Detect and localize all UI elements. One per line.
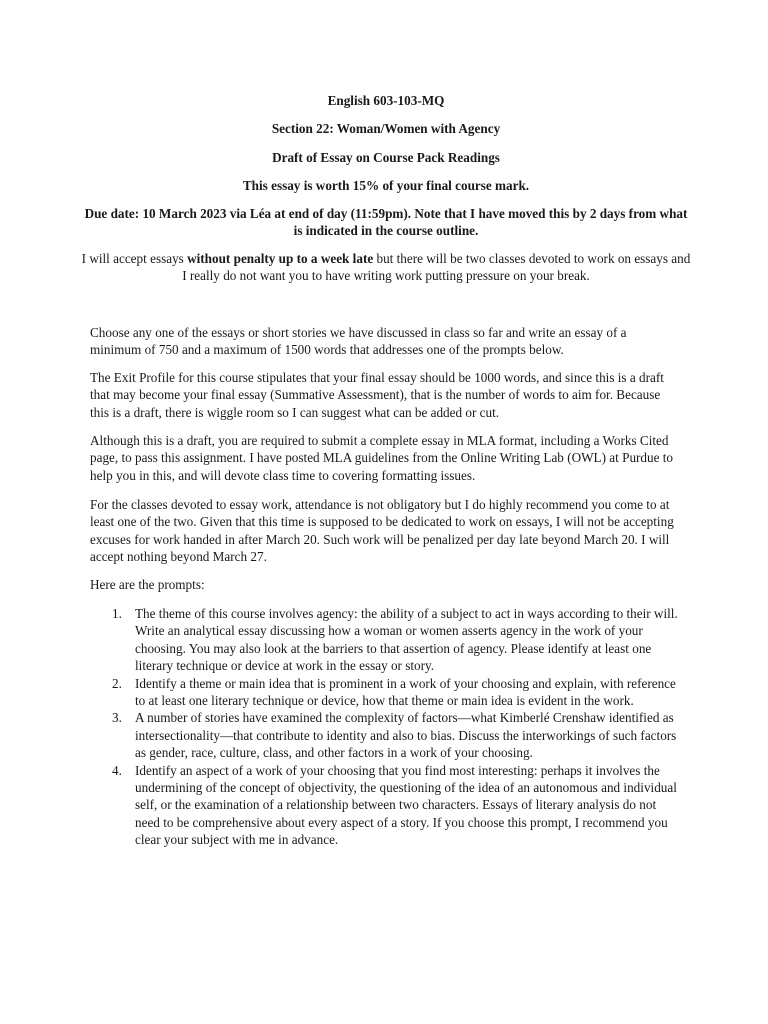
mla-format-paragraph: Although this is a draft, you are required to submit a complete essay in MLA format, including a Works Cited page, to pass this assignment. I have posted MLA guidelines from the Online Writing Lab (OWL) at Purdue to help you in this, and will devote class time to covering formatting issues. [90, 433, 674, 483]
prompt-text: A number of stories have examined the complexity of factors—what Kimberlé Crenshaw identified as intersectionality—that contribute to identity and also to bias. Discuss the interworkings of such factors as gender, race, culture, class, and other factors in a work of your choosing. [135, 710, 677, 761]
course-code: English 603-103-MQ [327, 93, 445, 108]
prompt-text: Identify an aspect of a work of your choosing that you find most interesting: perhaps it involves the undermining of the concept of objectivity, the questioning of the idea of an autonomous and individual self, or the examination of a relationship between two characters. Essays of literary analysis do not need to be comprehensive about every aspect of a story. If you choose this prompt, I recommend you clear your subject with me in advance. [135, 762, 677, 848]
instructions-paragraph: Choose any one of the essays or short stories we have discussed in class so far and write an essay of a minimum of 750 and a maximum of 1500 words that addresses one of the prompts below. [90, 325, 627, 358]
grade-weight: This essay is worth 15% of your final course mark. [242, 178, 530, 193]
notice-text-start: I will accept essays [81, 251, 188, 266]
prompt-text: Identify a theme or main idea that is prominent in a work of your choosing and explain, with reference to at least one literary technique or device, how that theme or main idea is evident in the work. [135, 675, 676, 709]
due-date: Due date: 10 March 2023 via Léa at end of day (11:59pm). Note that I have moved this by 2 days from what is indicated in the course outline. [84, 206, 688, 239]
list-item [90, 762, 680, 849]
list-number: 4. [112, 762, 122, 778]
list-number: 3. [112, 710, 122, 726]
assignment-title: Draft of Essay on Course Pack Readings [272, 150, 500, 165]
attendance-paragraph: For the classes devoted to essay work, attendance is not obligatory but I do highly recommend you come to at least one of the two. Given that this time is supposed to be dedicated to work on essays, I will not be accepting excuses for work handed in after March 20. Such work will be penalized per day late beyond March 20. I will accept nothing beyond March 27. [90, 497, 674, 565]
notice-emphasis: without penalty up to a week late [187, 251, 374, 266]
section-title: Section 22: Woman/Women with Agency [271, 121, 501, 136]
exit-profile-paragraph: The Exit Profile for this course stipulates that your final essay should be 1000 words, and since this is a draft that may become your final essay (Summative Assessment), that is the number of words to aim for. Because this is a draft, there is wiggle room so I can suggest what can be added or cut. [90, 370, 664, 420]
prompts-list [90, 605, 680, 849]
list-item [90, 675, 680, 710]
list-item [90, 605, 680, 675]
list-item [90, 709, 680, 761]
prompt-text: The theme of this course involves agency: the ability of a subject to act in ways according to their will. Write an analytical essay discussing how a woman or women asserts agency in the work of your choosing. You may also look at the barriers to that assertion of agency. Please identify at least one literary technique or device at work in the essay or story. [135, 606, 678, 674]
list-number: 2. [112, 675, 122, 691]
list-number: 1. [112, 606, 122, 621]
prompts-intro: Here are the prompts: [90, 577, 205, 592]
late-policy-notice [80, 250, 692, 285]
notice-text-end: but there will be two classes devoted to work on essays and I really do not want you to have writing work putting pressure on your break. [182, 251, 691, 284]
